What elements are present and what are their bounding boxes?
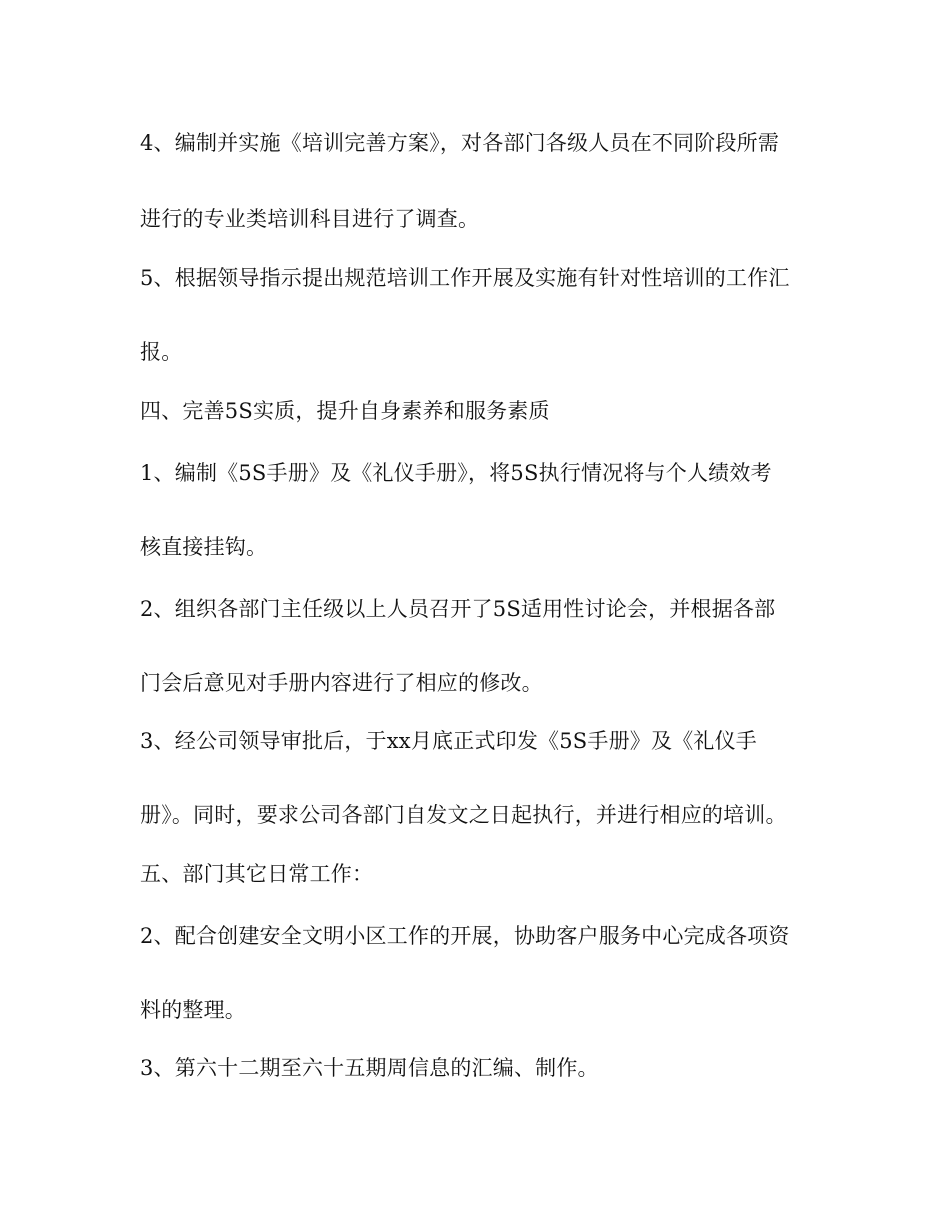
text-line: 报。 bbox=[140, 340, 183, 364]
text-line: 进行的专业类培训科目进行了调查。 bbox=[140, 207, 480, 231]
text-line: 门会后意见对手册内容进行了相应的修改。 bbox=[140, 671, 543, 695]
text-line: 2、配合创建安全文明小区工作的开展，协助客户服务中心完成各项资 bbox=[140, 924, 790, 948]
text-line: 4、编制并实施《培训完善方案》，对各部门各级人员在不同阶段所需 bbox=[140, 131, 780, 155]
text-line: 册》。同时，要求公司各部门自发文之日起执行，并进行相应的培训。 bbox=[140, 803, 787, 827]
text-line: 1、编制《5S手册》及《礼仪手册》，将5S执行情况将与个人绩效考 bbox=[140, 461, 772, 485]
text-line: 料的整理。 bbox=[140, 998, 246, 1022]
text-line: 3、经公司领导审批后，于xx月底正式印发《5S手册》及《礼仪手 bbox=[140, 729, 757, 753]
section-heading: 四、完善5S实质，提升自身素养和服务素质 bbox=[140, 399, 550, 423]
text-line: 5、根据领导指示提出规范培训工作开展及实施有针对性培训的工作汇 bbox=[140, 266, 790, 290]
text-line: 3、第六十二期至六十五期周信息的汇编、制作。 bbox=[140, 1056, 599, 1080]
text-line: 核直接挂钩。 bbox=[140, 535, 268, 559]
text-line: 2、组织各部门主任级以上人员召开了5S适用性讨论会，并根据各部 bbox=[140, 597, 776, 621]
section-heading: 五、部门其它日常工作： bbox=[140, 862, 374, 886]
